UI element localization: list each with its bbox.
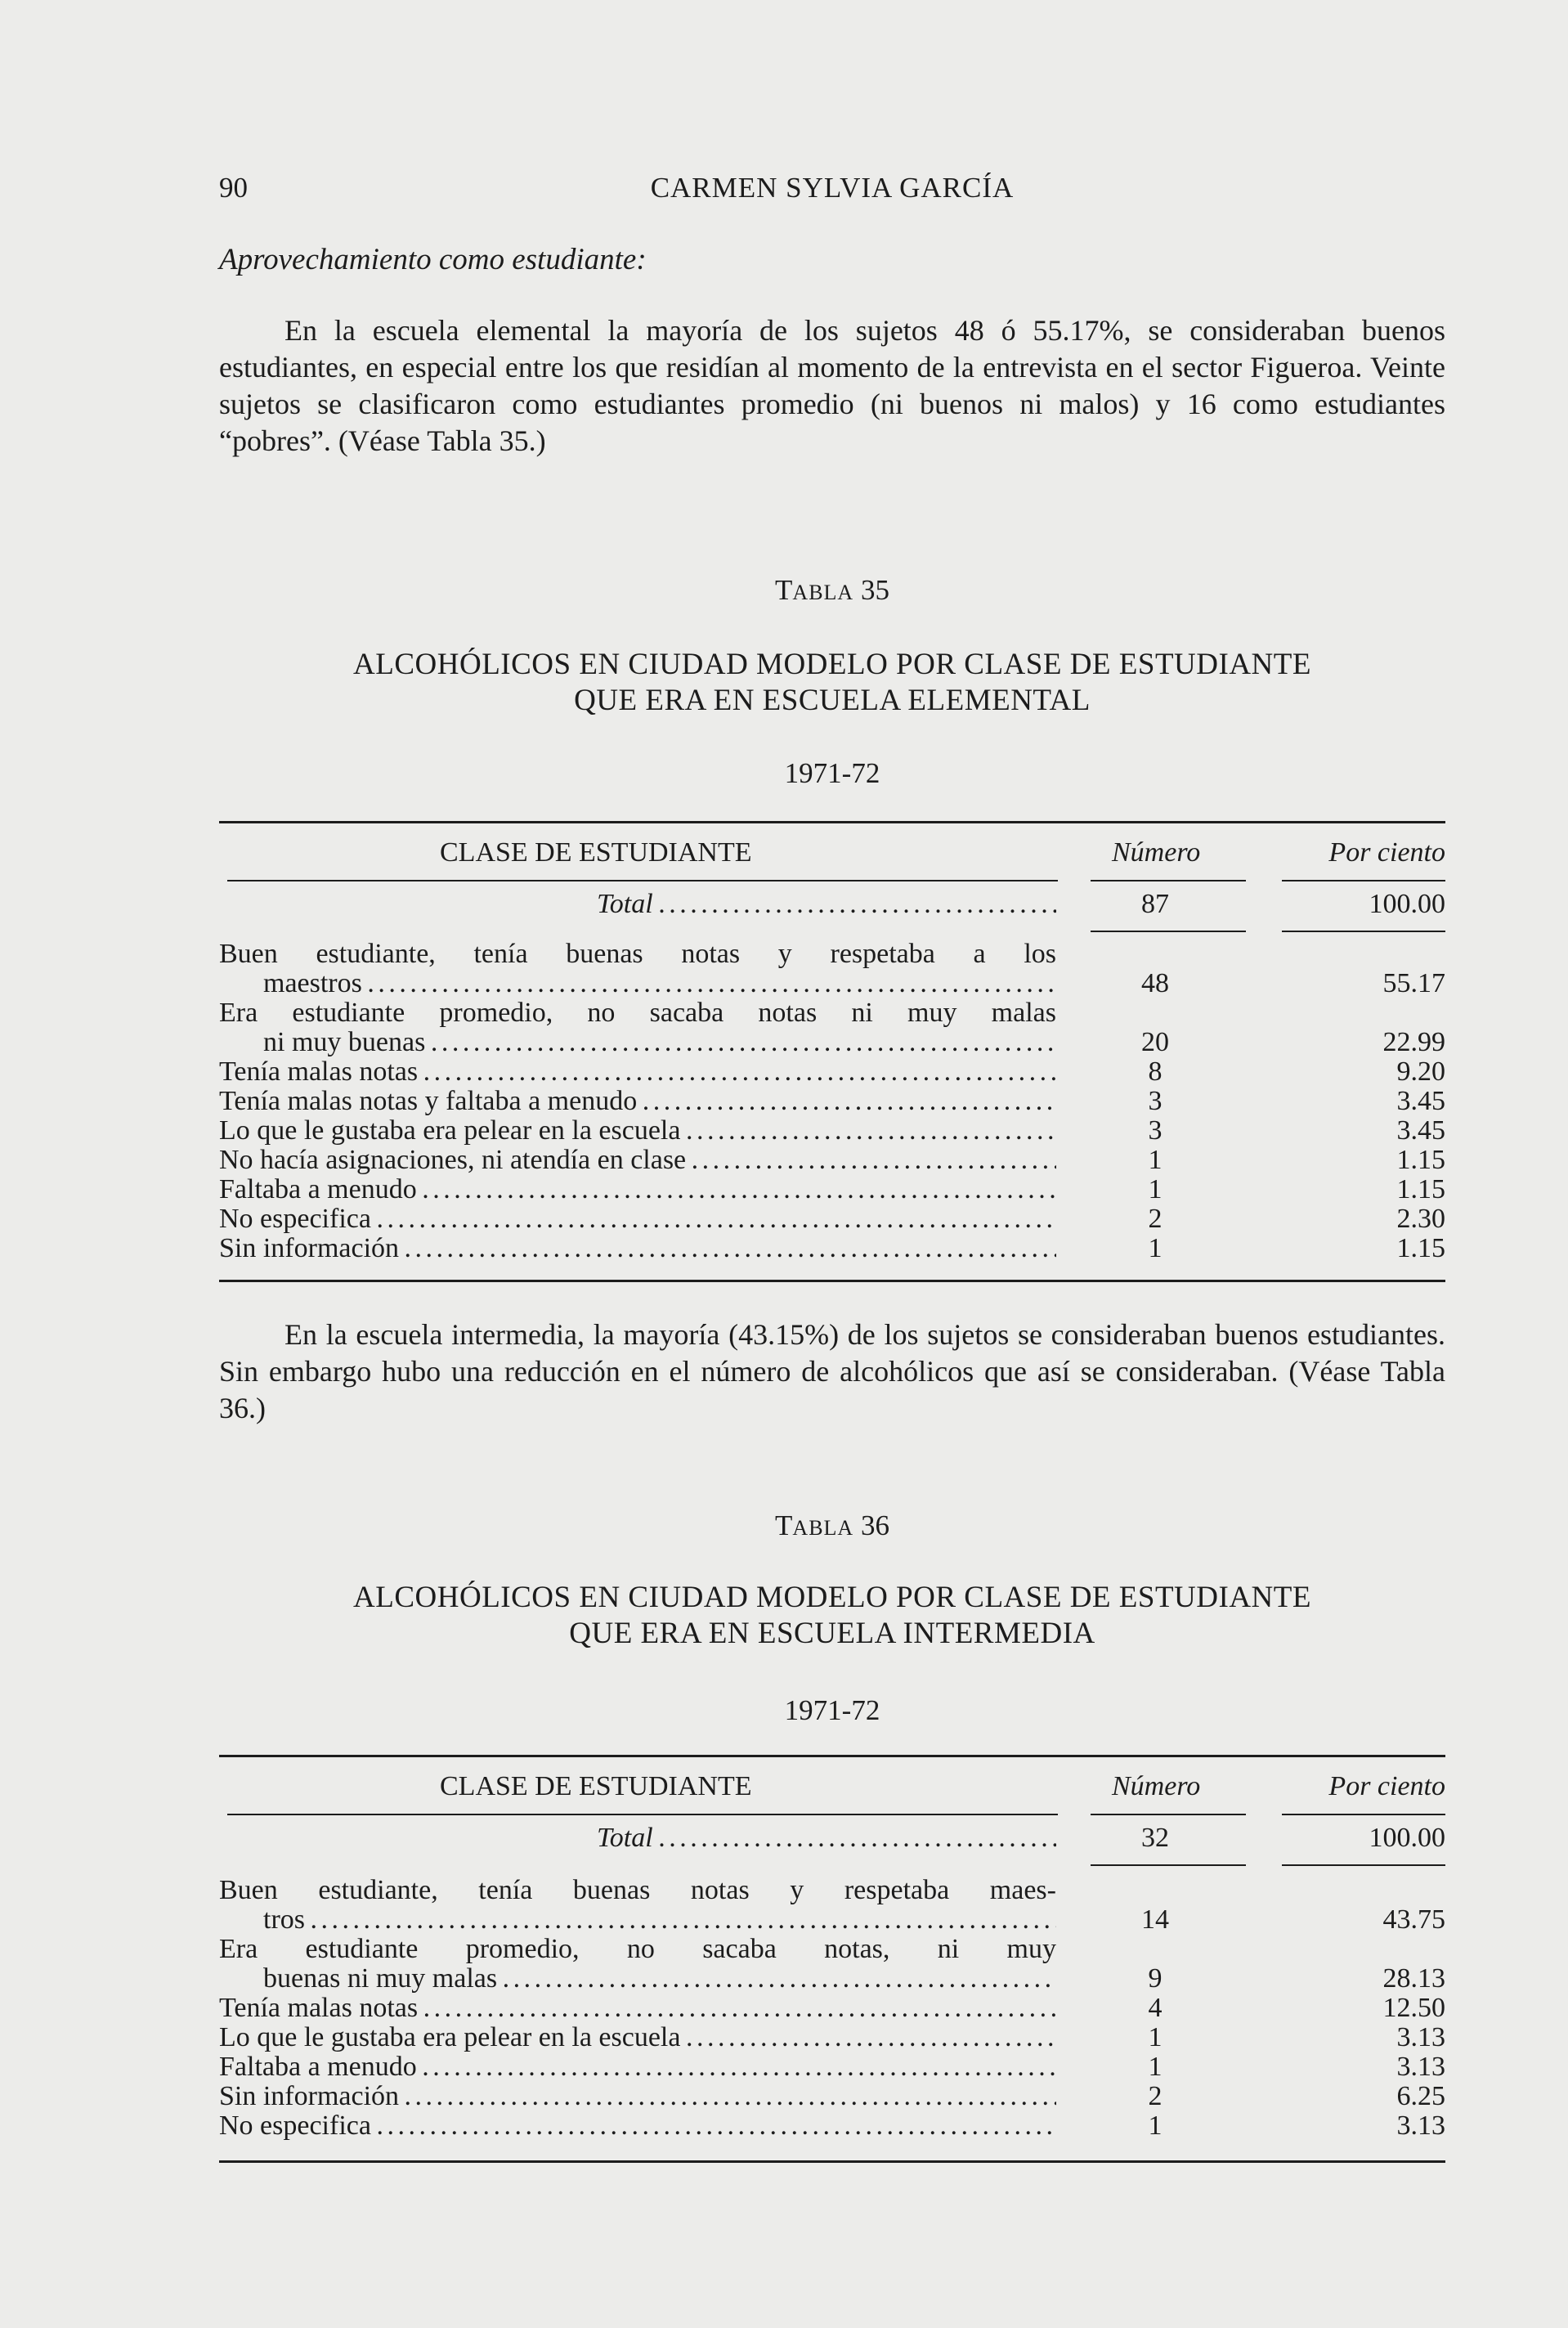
table-35-title: ALCOHÓLICOS EN CIUDAD MODELO POR CLASE DE ESTUDIANTE QUE ERA EN ESCUELA ELEMENTAL <box>353 648 1311 717</box>
table-row: maestros . . . 48 55.17 <box>219 969 1445 998</box>
table-row: Era estudiante promedio, no sacaba notas ni muy malas <box>219 998 1056 1028</box>
header-rule <box>1091 1814 1246 1815</box>
table-row: No especifica . . . 1 3.13 <box>219 2111 1445 2141</box>
total-rule <box>1091 1864 1246 1866</box>
table-top-rule <box>219 1755 1445 1757</box>
column-header-number: Número <box>1112 1771 1201 1801</box>
header-rule <box>227 880 1058 881</box>
running-title: CARMEN SYLVIA GARCÍA <box>650 172 1015 204</box>
table-row: Tenía malas notas . . . 8 9.20 <box>219 1057 1445 1087</box>
table-35 <box>219 818 1445 1292</box>
table-row: buenas ni muy malas . . . 9 28.13 <box>219 1964 1445 1994</box>
page-number: 90 <box>219 172 248 204</box>
running-header <box>219 172 1445 213</box>
table-row: ni muy buenas . . . 20 22.99 <box>219 1028 1445 1057</box>
table-36-year: 1971-72 <box>784 1694 880 1726</box>
table-row: No especifica . . . 2 2.30 <box>219 1204 1445 1234</box>
table-row: Sin información . . . 1 1.15 <box>219 1234 1445 1263</box>
table-row: tros . . . 14 43.75 <box>219 1905 1445 1935</box>
table-row: Tenía malas notas y faltaba a menudo . . . 3 3.45 <box>219 1087 1445 1116</box>
table-row: Tenía malas notas . . . 4 12.50 <box>219 1994 1445 2023</box>
table-36-label: TABLA 36 <box>775 1509 889 1541</box>
header-rule <box>1282 1814 1445 1815</box>
total-rule <box>1091 931 1246 932</box>
table-row: No hacía asignaciones, ni atendía en clase . . . 1 1.15 <box>219 1146 1445 1175</box>
header-rule <box>1091 880 1246 881</box>
table-36 <box>219 1750 1445 2175</box>
table-35-year: 1971-72 <box>784 757 880 789</box>
column-header-percent: Por ciento <box>1328 837 1445 868</box>
column-header-class: CLASE DE ESTUDIANTE <box>440 1771 752 1801</box>
table-row: Era estudiante promedio, no sacaba notas, ni muy <box>219 1935 1056 1964</box>
table-total-row: Total . . . 87 100.00 <box>219 890 1445 919</box>
section-heading: Aprovechamiento como estudiante: <box>219 243 647 276</box>
table-total-row: Total . . . 32 100.00 <box>219 1823 1445 1853</box>
total-rule <box>1282 1864 1445 1866</box>
table-row: Buen estudiante, tenía buenas notas y respetaba a los <box>219 940 1056 969</box>
table-row: Faltaba a menudo . . . 1 3.13 <box>219 2052 1445 2082</box>
table-35-label: TABLA 35 <box>775 574 889 606</box>
table-row: Lo que le gustaba era pelear en la escuela . . . 3 3.45 <box>219 1116 1445 1146</box>
total-rule <box>1282 931 1445 932</box>
column-header-percent: Por ciento <box>1328 1771 1445 1801</box>
paragraph-intro: En la escuela elemental la mayoría de los sujetos 48 ó 55.17%, se consideraban buenos estudiantes, en especial entre los que residían al momento de la entrevista en el sector Figueroa. Veinte sujetos se clasificaron como estudiantes promedio (ni buenos ni malos) y 16 como estudiantes “pobres”. (Véase Tabla 35.) <box>219 314 1445 457</box>
table-row: Buen estudiante, tenía buenas notas y respetaba maes- <box>219 1876 1056 1905</box>
header-rule <box>1282 880 1445 881</box>
paragraph-intermediate: En la escuela intermedia, la mayoría (43.15%) de los sujetos se consideraban buenos estudiantes. Sin embargo hubo una reducción en el número de alcohólicos que así se consideraban. (Véase Tabla 36.) <box>219 1318 1445 1424</box>
column-header-number: Número <box>1112 837 1201 868</box>
table-row: Lo que le gustaba era pelear en la escuela . . . 1 3.13 <box>219 2023 1445 2052</box>
table-36-title: ALCOHÓLICOS EN CIUDAD MODELO POR CLASE DE ESTUDIANTE QUE ERA EN ESCUELA INTERMEDIA <box>353 1581 1311 1650</box>
table-row: Sin información . . . 2 6.25 <box>219 2082 1445 2111</box>
table-row: Faltaba a menudo . . . 1 1.15 <box>219 1175 1445 1204</box>
table-top-rule <box>219 821 1445 823</box>
header-rule <box>227 1814 1058 1815</box>
table-bottom-rule <box>219 1280 1445 1282</box>
column-header-class: CLASE DE ESTUDIANTE <box>440 837 752 868</box>
table-bottom-rule <box>219 2160 1445 2163</box>
